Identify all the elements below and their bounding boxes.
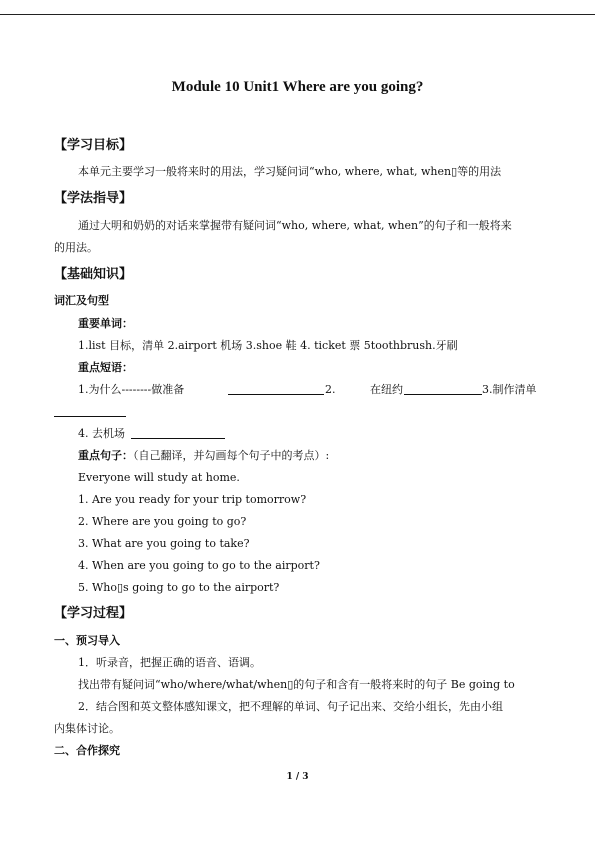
- goals-text: 本单元主要学习一般将来时的用法，学习疑问词“who, where, what, when▯等的用法: [78, 165, 502, 178]
- section-heading-process: 【学习过程】: [54, 606, 133, 621]
- sentences-note: （自己翻译，并勾画每个句子中的考点）:: [133, 449, 330, 462]
- phrase-2-number: 2.: [325, 383, 336, 396]
- sentence: 5. Who▯s going to go to the airport?: [78, 581, 280, 594]
- preview-step-2-line-2: 内集体讨论。: [54, 722, 120, 735]
- header-rule: [0, 14, 595, 15]
- sentence: 3. What are you going to take?: [78, 537, 250, 550]
- sentence: 2. Where are you going to go?: [78, 515, 247, 528]
- cooperation-heading: 二、合作探究: [54, 744, 120, 757]
- section-heading-basics: 【基础知识】: [54, 267, 133, 282]
- sentence: 1. Are you ready for your trip tomorrow?: [78, 493, 307, 506]
- page-title: Module 10 Unit1 Where are you going?: [171, 79, 424, 95]
- words-text: 1.list 目标，清单 2.airport 机场 3.shoe 鞋 4. ticket 票 5toothbrush.牙刷: [78, 339, 458, 352]
- sentences-label: 重点句子：: [78, 449, 133, 462]
- method-text-line-1: 通过大明和奶奶的对话来掌握带有疑问词“who, where, what, when”的句子和一般将来: [78, 219, 512, 232]
- phrase-2: 在纽约: [370, 383, 403, 396]
- preview-step-1-detail: 找出带有疑问词“who/where/what/when▯的句子和含有一般将来时的句子 Be going to: [78, 678, 515, 691]
- phrase-1: 1.为什么--------做准备: [78, 383, 185, 396]
- vocab-heading: 词汇及句型: [54, 294, 109, 307]
- section-heading-goals: 【学习目标】: [54, 138, 133, 153]
- phrase-3-blank: [54, 405, 126, 417]
- phrase-4: 4. 去机场: [78, 427, 125, 440]
- phrase-1-blank: [228, 383, 324, 395]
- method-text-line-2: 的用法。: [54, 241, 98, 254]
- page-number: 1 / 3: [286, 772, 309, 782]
- preview-step-1: 1．听录音，把握正确的语音、语调。: [78, 656, 261, 669]
- sentence: Everyone will study at home.: [78, 471, 240, 484]
- phrase-3: 3.制作清单: [482, 383, 537, 396]
- section-heading-method: 【学法指导】: [54, 191, 133, 206]
- phrase-4-blank: [131, 427, 225, 439]
- sentence: 4. When are you going to go to the airport?: [78, 559, 320, 572]
- preview-step-2-line-1: 2．结合图和英文整体感知课文，把不理解的单词、句子记出来、交给小组长，先由小组: [78, 700, 503, 713]
- phrase-2-blank: [404, 383, 482, 395]
- preview-heading: 一、预习导入: [54, 634, 120, 647]
- phrases-label: 重点短语：: [78, 361, 133, 374]
- sentences-heading: [78, 449, 329, 463]
- words-label: 重要单词：: [78, 317, 133, 330]
